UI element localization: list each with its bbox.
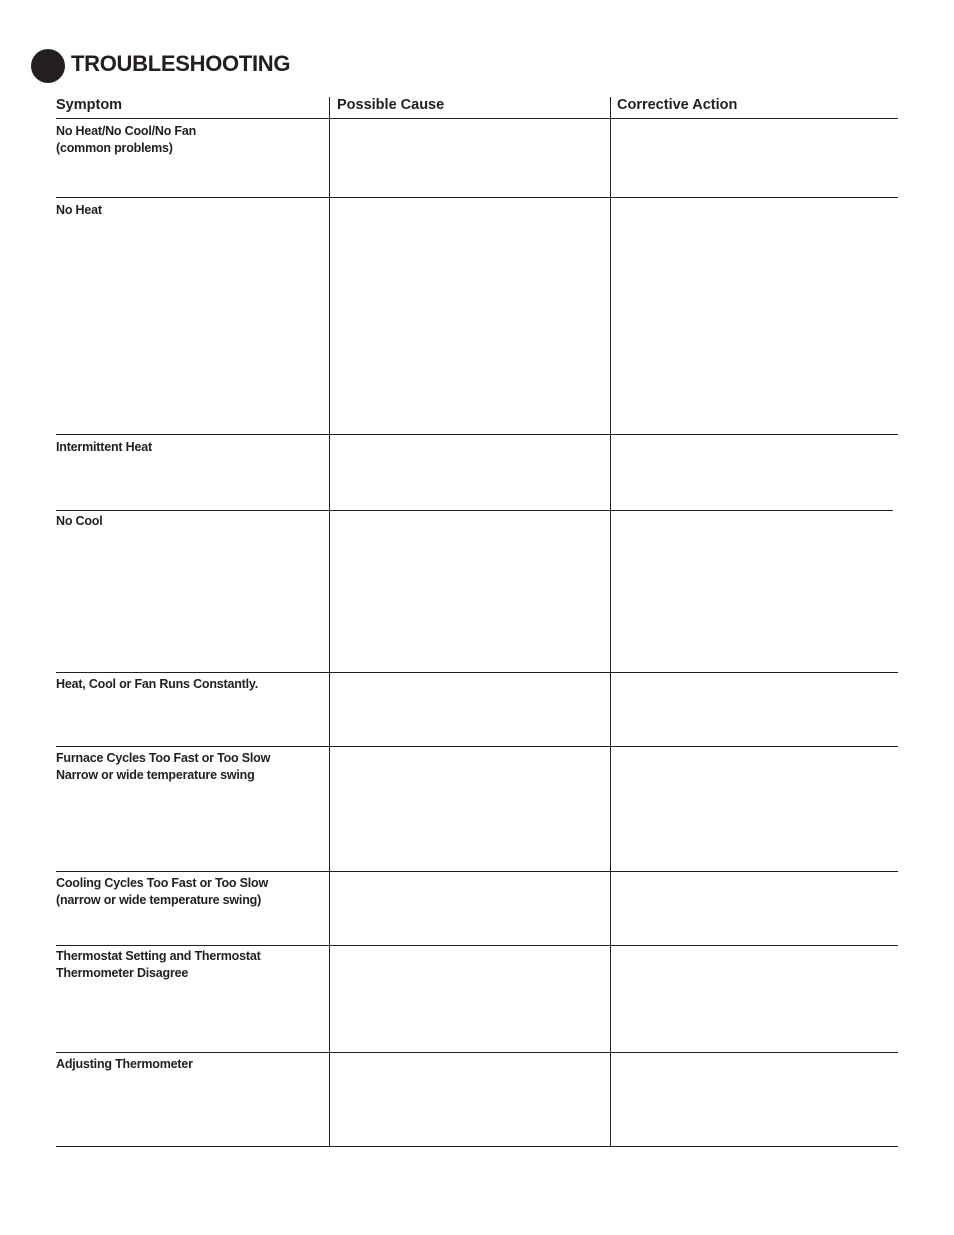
symptom-text: No Cool (56, 514, 103, 528)
table-row-symptom (56, 676, 321, 693)
table-row-symptom (56, 202, 321, 219)
symptom-text: Intermittent Heat (56, 440, 152, 454)
symptom-text: (common problems) (56, 141, 173, 155)
symptom-text: No Heat/No Cool/No Fan (56, 124, 197, 138)
row-divider (56, 197, 898, 198)
row-divider (56, 1052, 898, 1053)
symptom-text: Heat, Cool or Fan Runs Constantly. (56, 677, 259, 691)
column-header-corrective-action: Corrective Action (617, 97, 738, 113)
column-header-symptom: Symptom (56, 97, 123, 113)
row-divider (56, 871, 898, 872)
table-row-symptom (56, 948, 321, 982)
table-row-symptom (56, 439, 321, 456)
symptom-text: Narrow or wide temperature swing (56, 768, 255, 782)
table-row-symptom (56, 750, 321, 784)
symptom-text: Cooling Cycles Too Fast or Too Slow (56, 876, 268, 890)
symptom-text: No Heat (56, 203, 102, 217)
row-divider (56, 672, 898, 673)
row-divider (56, 746, 898, 747)
row-divider (56, 434, 898, 435)
table-row-symptom (56, 123, 321, 157)
table-bottom-rule (56, 1146, 898, 1147)
table-row-symptom (56, 513, 321, 530)
table-row-symptom (56, 1056, 321, 1073)
column-divider-cause (329, 97, 330, 1146)
row-divider (56, 945, 898, 946)
table-row-symptom (56, 875, 321, 909)
symptom-text: Thermostat Setting and Thermostat (56, 949, 261, 963)
column-header-possible-cause: Possible Cause (337, 97, 445, 113)
section-bullet (31, 49, 65, 83)
column-divider-action (610, 97, 611, 1146)
symptom-text: Adjusting Thermometer (56, 1057, 193, 1071)
symptom-text: Thermometer Disagree (56, 966, 189, 980)
row-divider (56, 510, 893, 511)
header-rule (56, 118, 898, 119)
symptom-text: (narrow or wide temperature swing) (56, 893, 262, 907)
symptom-text: Furnace Cycles Too Fast or Too Slow (56, 751, 271, 765)
page-title: TROUBLESHOOTING (71, 51, 291, 76)
